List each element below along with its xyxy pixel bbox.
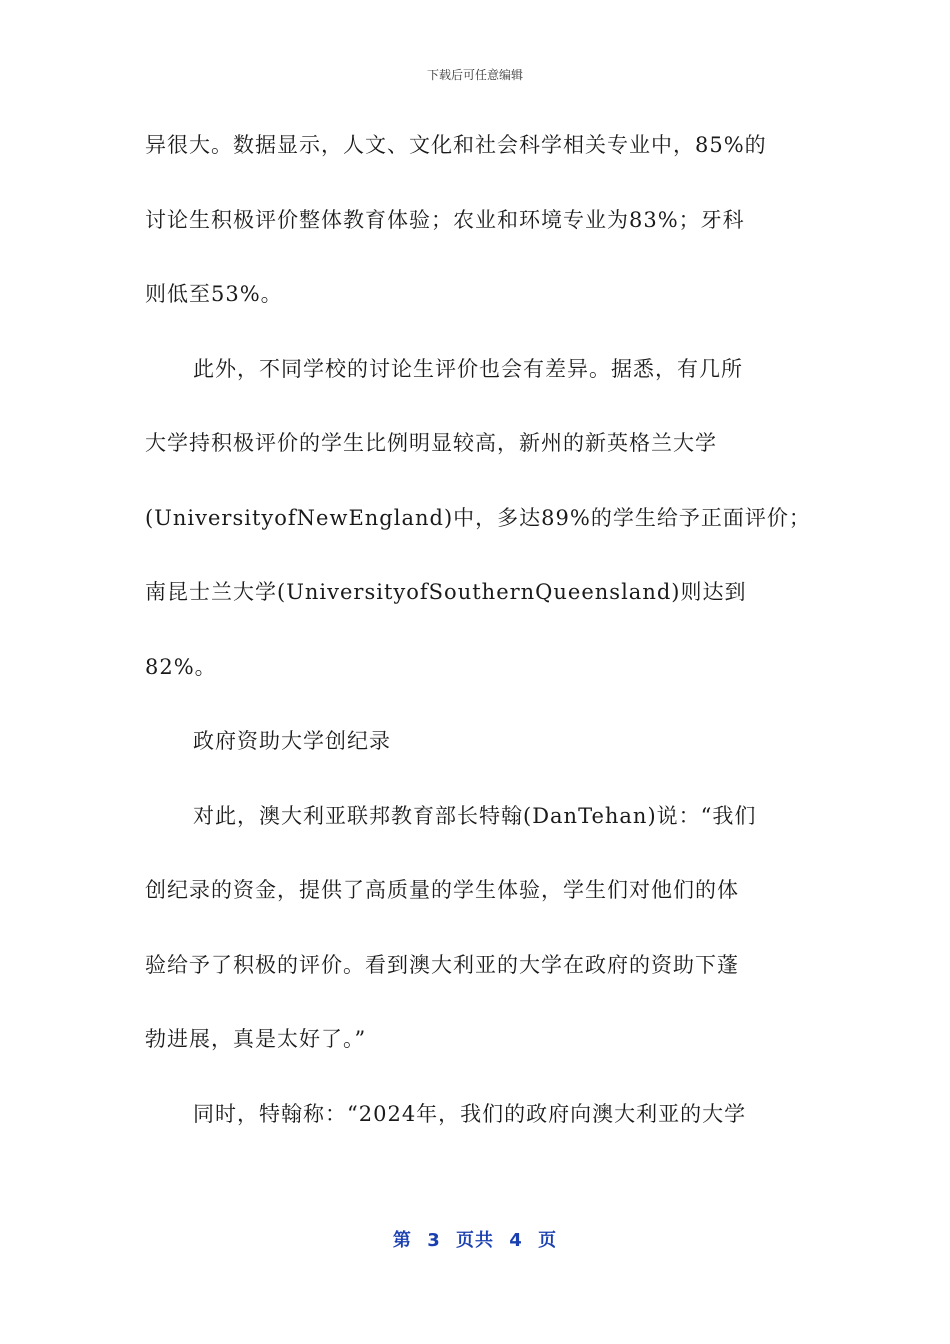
footer-suffix: 页 xyxy=(538,1230,558,1251)
footer-page-number: 3 xyxy=(427,1230,441,1251)
document-body xyxy=(145,125,811,1168)
body-line: 创纪录的资金，提供了高质量的学生体验，学生们对他们的体 xyxy=(145,878,739,902)
body-line: 82%。 xyxy=(145,654,217,679)
section-heading: 政府资助大学创纪录 xyxy=(193,729,391,753)
footer-middle: 页共 xyxy=(456,1230,494,1251)
body-line: 南昆士兰大学(UniversityofSouthernQueensland)则达到 xyxy=(145,580,747,604)
body-line: 则低至53%。 xyxy=(145,282,283,306)
page-header: 下载后可任意编辑 xyxy=(426,68,523,82)
body-line: 验给予了积极的评价。看到澳大利亚的大学在政府的资助下蓬 xyxy=(145,952,739,977)
body-line: (UniversityofNewEngland)中，多达89%的学生给予正面评价； xyxy=(145,505,811,530)
body-line: 异很大。数据显示，人文、文化和社会科学相关专业中，85%的 xyxy=(145,133,767,157)
paragraph-first-line: 对此，澳大利亚联邦教育部长特翰(DanTehan)说：“我们 xyxy=(193,803,757,828)
body-line: 大学持积极评价的学生比例明显较高，新州的新英格兰大学 xyxy=(145,431,717,455)
body-line: 讨论生积极评价整体教育体验；农业和环境专业为83%；牙科 xyxy=(145,207,745,232)
footer-prefix: 第 xyxy=(392,1230,412,1251)
paragraph-first-line: 同时，特翰称：“2024年，我们的政府向澳大利亚的大学 xyxy=(193,1101,747,1126)
page-footer xyxy=(0,1226,950,1252)
paragraph-first-line: 此外，不同学校的讨论生评价也会有差异。据悉，有几所 xyxy=(193,356,743,381)
body-line: 勃进展，真是太好了。” xyxy=(145,1027,367,1051)
footer-total-pages: 4 xyxy=(509,1230,523,1251)
